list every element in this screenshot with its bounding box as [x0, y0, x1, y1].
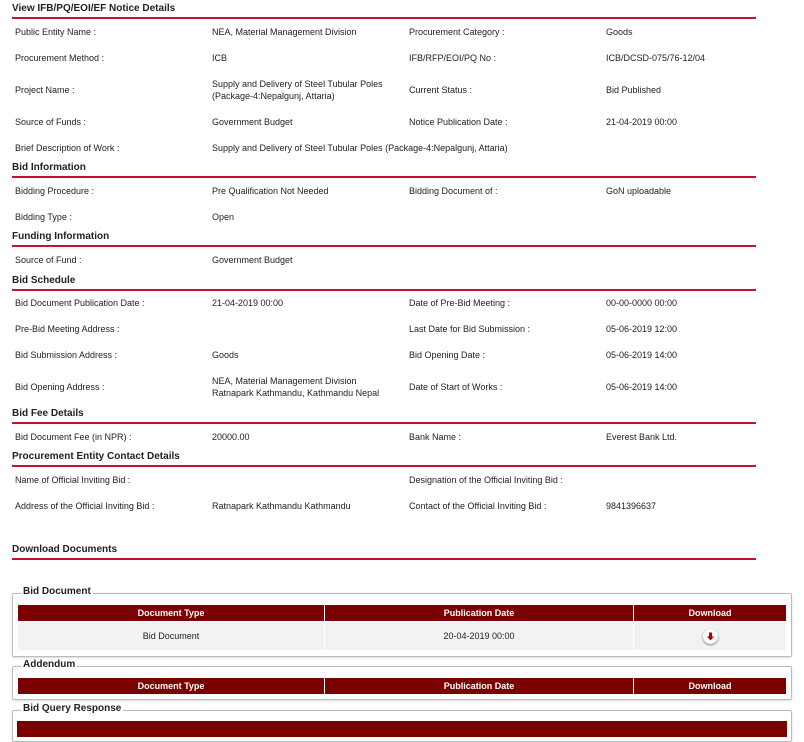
field-label: Bidding Type : — [15, 212, 72, 222]
field-value: GoN uploadable — [606, 186, 672, 196]
field-value: 05-06-2019 14:00 — [606, 350, 678, 360]
field-label: Designation of the Official Inviting Bid : — [409, 475, 563, 485]
field-label: Source of Fund : — [15, 255, 82, 265]
field-value: Goods — [606, 27, 633, 37]
column-header: Download — [634, 605, 787, 622]
field-label: Current Status : — [409, 85, 473, 95]
field-value: Open — [212, 212, 235, 222]
field-value: 05-06-2019 12:00 — [606, 324, 678, 334]
addendum-panel — [12, 659, 792, 700]
field-value: 20000.00 — [212, 432, 250, 442]
field-value: Supply and Delivery of Steel Tubular Poles (Package-4:Nepalgunj, Attaria) — [212, 143, 508, 153]
section-schedule-title: Bid Schedule — [12, 275, 756, 291]
field-value: 21-04-2019 00:00 — [606, 117, 678, 127]
field-value: Everest Bank Ltd. — [606, 432, 678, 442]
document-type-cell: Bid Document — [18, 622, 325, 651]
field-value: Supply and Delivery of Steel Tubular Poles (Package-4:Nepalgunj, Attaria) — [212, 79, 383, 101]
field-label: Bid Document Fee (in NPR) : — [15, 432, 132, 442]
download-icon[interactable] — [703, 629, 718, 644]
field-label: Bank Name : — [409, 432, 462, 442]
panel-legend: Bid Document — [23, 586, 91, 597]
field-label: Date of Start of Works : — [409, 382, 503, 392]
download-cell — [634, 622, 787, 651]
field-label: Bidding Procedure : — [15, 186, 95, 196]
field-value: 21-04-2019 00:00 — [212, 298, 284, 308]
field-label: Name of Official Inviting Bid : — [15, 475, 131, 485]
field-label: Bid Opening Address : — [15, 382, 105, 392]
column-header: Download — [634, 678, 787, 695]
field-label: Procurement Category : — [409, 27, 505, 37]
field-label: Procurement Method : — [15, 53, 105, 63]
field-label: Source of Funds : — [15, 117, 87, 127]
table-header-bar — [17, 721, 787, 737]
column-header: Document Type — [18, 678, 325, 695]
column-header: Document Type — [18, 605, 325, 622]
field-label: Brief Description of Work : — [15, 143, 120, 153]
field-label: Pre-Bid Meeting Address : — [15, 324, 120, 334]
field-value: Government Budget — [212, 255, 293, 265]
field-label: Bid Opening Date : — [409, 350, 486, 360]
bid-document-table — [17, 604, 787, 651]
addendum-table — [17, 677, 787, 695]
section-notice-title: View IFB/PQ/EOI/EF Notice Details — [12, 3, 756, 19]
panel-legend: Bid Query Response — [23, 703, 122, 714]
section-bid-info-title: Bid Information — [12, 162, 756, 178]
field-label: Date of Pre-Bid Meeting : — [409, 298, 511, 308]
section-fee-title: Bid Fee Details — [12, 408, 756, 424]
field-value: 9841396637 — [606, 501, 657, 511]
bid-document-panel — [12, 586, 792, 657]
publication-date-cell: 20-04-2019 00:00 — [325, 622, 634, 651]
field-label: Contact of the Official Inviting Bid : — [409, 501, 547, 511]
field-label: Bid Submission Address : — [15, 350, 118, 360]
section-contact-title: Procurement Entity Contact Details — [12, 451, 756, 467]
table-row — [18, 622, 787, 651]
field-value: 05-06-2019 14:00 — [606, 382, 678, 392]
field-value: Pre Qualification Not Needed — [212, 186, 329, 196]
field-value: ICB/DCSD-075/76-12/04 — [606, 53, 706, 63]
field-value: NEA, Material Management Division — [212, 27, 357, 37]
field-value: Ratnapark Kathmandu Kathmandu — [212, 501, 351, 511]
column-header: Publication Date — [325, 605, 634, 622]
field-value: 00-00-0000 00:00 — [606, 298, 678, 308]
field-label: Public Entity Name : — [15, 27, 97, 37]
column-header: Publication Date — [325, 678, 634, 695]
field-value: Government Budget — [212, 117, 293, 127]
field-value: ICB — [212, 53, 228, 63]
bid-query-response-panel — [12, 703, 792, 742]
panel-legend: Addendum — [23, 659, 76, 670]
field-label: Bidding Document of : — [409, 186, 498, 196]
field-value: Bid Published — [606, 85, 662, 95]
field-value: NEA, Material Management Division Ratnapark Kathmandu, Kathmandu Nepal — [212, 376, 380, 398]
field-value: Goods — [212, 350, 239, 360]
field-label: Last Date for Bid Submission : — [409, 324, 531, 334]
field-label: Address of the Official Inviting Bid : — [15, 501, 155, 511]
field-label: Project Name : — [15, 85, 75, 95]
field-label: Bid Document Publication Date : — [15, 298, 145, 308]
section-funding-title: Funding Information — [12, 231, 756, 247]
section-downloads-title: Download Documents — [12, 544, 756, 560]
field-label: IFB/RFP/EOI/PQ No : — [409, 53, 497, 63]
field-label: Notice Publication Date : — [409, 117, 508, 127]
